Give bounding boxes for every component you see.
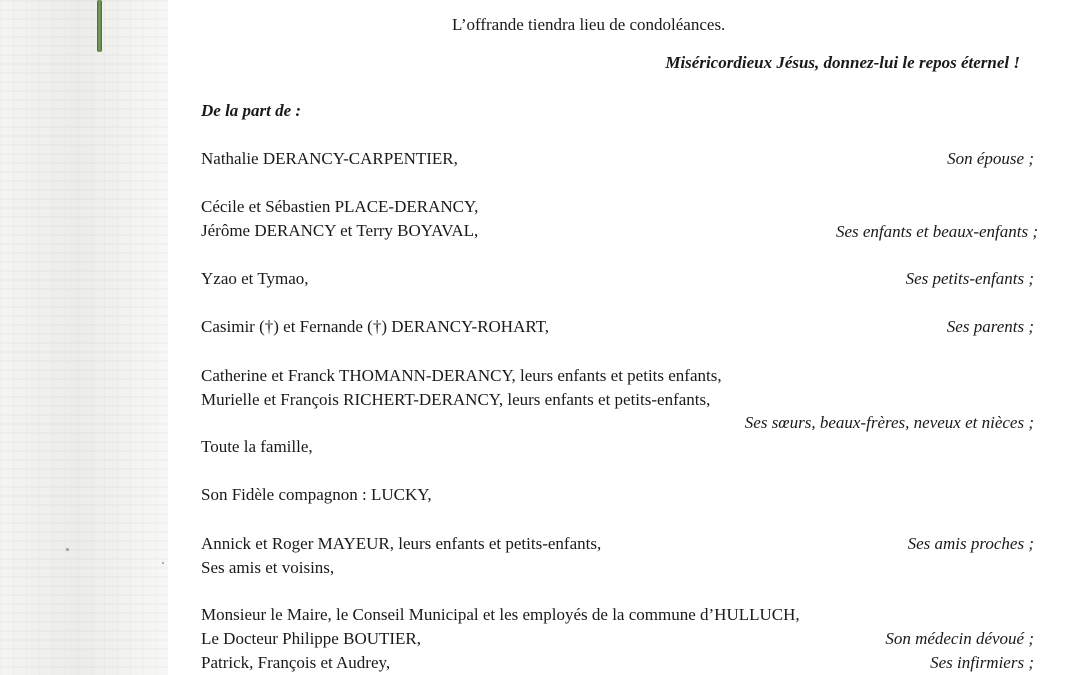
child-line: Cécile et Sébastien PLACE-DERANCY, <box>201 197 479 216</box>
grandchildren-names: Yzao et Tymao, <box>201 269 309 288</box>
family-line: Toute la famille, <box>201 437 313 456</box>
friends-line: Annick et Roger MAYEUR, leurs enfants et petits-enfants, <box>201 534 602 553</box>
offering-notice: L’offrande tiendra lieu de condoléances. <box>452 15 726 34</box>
from-label: De la part de : <box>201 101 302 120</box>
nurses-names: Patrick, François et Audrey, <box>201 653 391 672</box>
paper-texture <box>0 0 168 675</box>
companion-line: Son Fidèle compagnon : LUCKY, <box>201 485 432 504</box>
parents-role: Ses parents ; <box>946 317 1034 336</box>
child-line: Jérôme DERANCY et Terry BOYAVAL, <box>201 221 479 240</box>
friends-role: Ses amis proches ; <box>907 534 1034 553</box>
siblings-role: Ses sœurs, beaux-frères, neveux et nièces ; <box>744 413 1034 432</box>
spouse-name: Nathalie DERANCY-CARPENTIER, <box>201 149 458 168</box>
doctor-name: Le Docteur Philippe BOUTIER, <box>201 629 422 648</box>
doctor-role: Son médecin dévoué ; <box>885 629 1034 648</box>
nurses-role: Ses infirmiers ; <box>930 653 1034 672</box>
paper-speck <box>162 562 164 564</box>
sibling-line: Murielle et François RICHERT-DERANCY, leurs enfants et petits-enfants, <box>201 390 711 409</box>
prayer-line: Miséricordieux Jésus, donnez-lui le repos éternel ! <box>665 53 1020 72</box>
flower-stem-image <box>97 0 102 52</box>
spouse-role: Son épouse ; <box>947 149 1034 168</box>
children-role: Ses enfants et beaux-enfants ; <box>835 222 1038 241</box>
neighbors-line: Ses amis et voisins, <box>201 558 335 577</box>
paper-speck <box>66 548 69 551</box>
parents-names: Casimir (†) et Fernande (†) DERANCY-ROHART, <box>201 317 550 336</box>
sibling-line: Catherine et Franck THOMANN-DERANCY, leurs enfants et petits enfants, <box>201 366 722 385</box>
decorative-left-border <box>0 0 168 675</box>
mayor-line: Monsieur le Maire, le Conseil Municipal et les employés de la commune d’HULLUCH, <box>201 605 800 624</box>
grandchildren-role: Ses petits-enfants ; <box>905 269 1034 288</box>
